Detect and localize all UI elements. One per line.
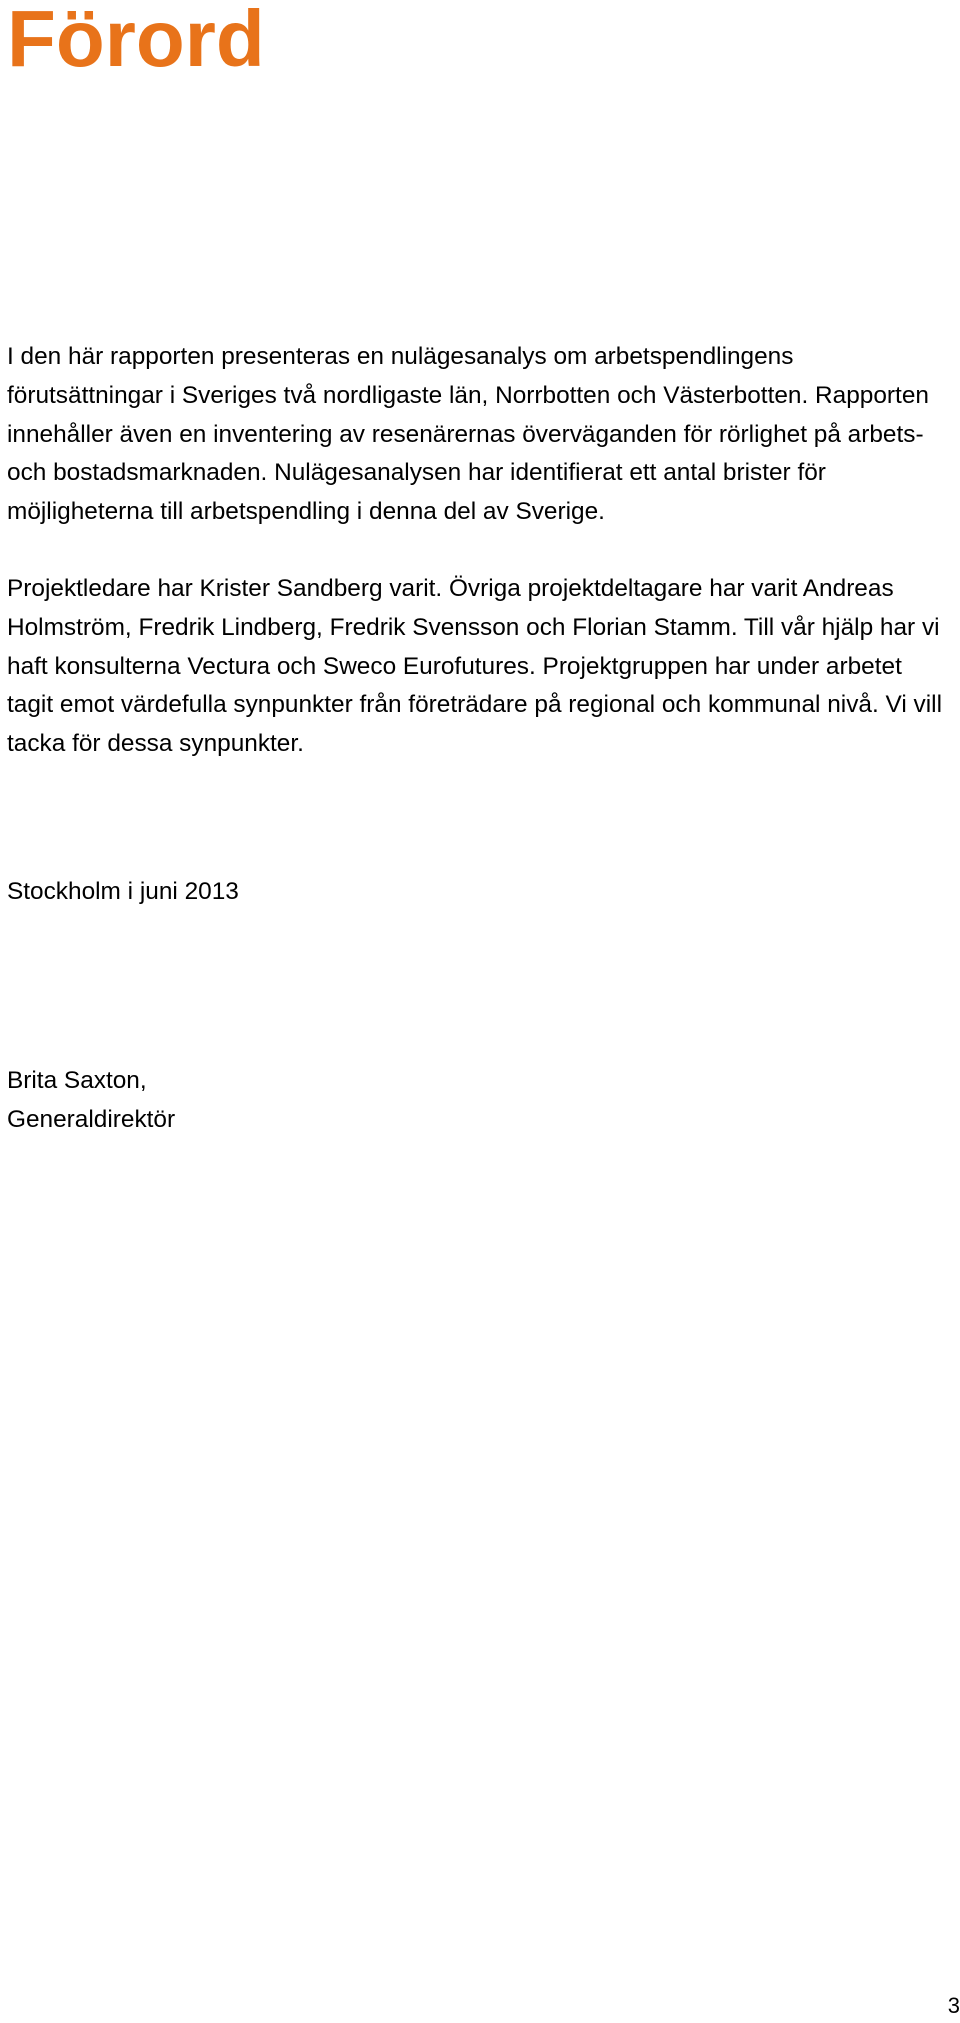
signatory-name: Brita Saxton, bbox=[7, 1067, 147, 1094]
page-title: Förord bbox=[7, 0, 265, 83]
signature-block bbox=[7, 1062, 175, 1140]
intro-paragraph: I den här rapporten presenteras en nulägesanalys om arbetspendlingens förutsättningar i Sveriges två nordligaste län, Norrbotten och Västerbotten. Rapporten innehåller även en inventering av resenärernas överväganden för rörlighet på arbets- och bostadsmarknaden. Nulägesanalysen har identifierat ett antal brister för möjligheterna till arbetspendling i denna del av Sverige. bbox=[7, 343, 929, 526]
acknowledgements-paragraph: Projektledare har Krister Sandberg varit. Övriga projektdeltagare har varit Andreas Holmström, Fredrik Lindberg, Fredrik Svensson och Florian Stamm. Till vår hjälp har vi haft konsulterna Vectura och Sweco Eurofutures. Projektgruppen har under arbetet tagit emot värdefulla synpunkter från företrädare på regional och kommunal nivå. Vi vill tacka för dessa synpunkter. bbox=[7, 575, 943, 758]
signatory-role: Generaldirektör bbox=[7, 1105, 176, 1133]
page-number: 3 bbox=[947, 1993, 960, 2018]
place-date: Stockholm i juni 2013 bbox=[7, 878, 239, 905]
